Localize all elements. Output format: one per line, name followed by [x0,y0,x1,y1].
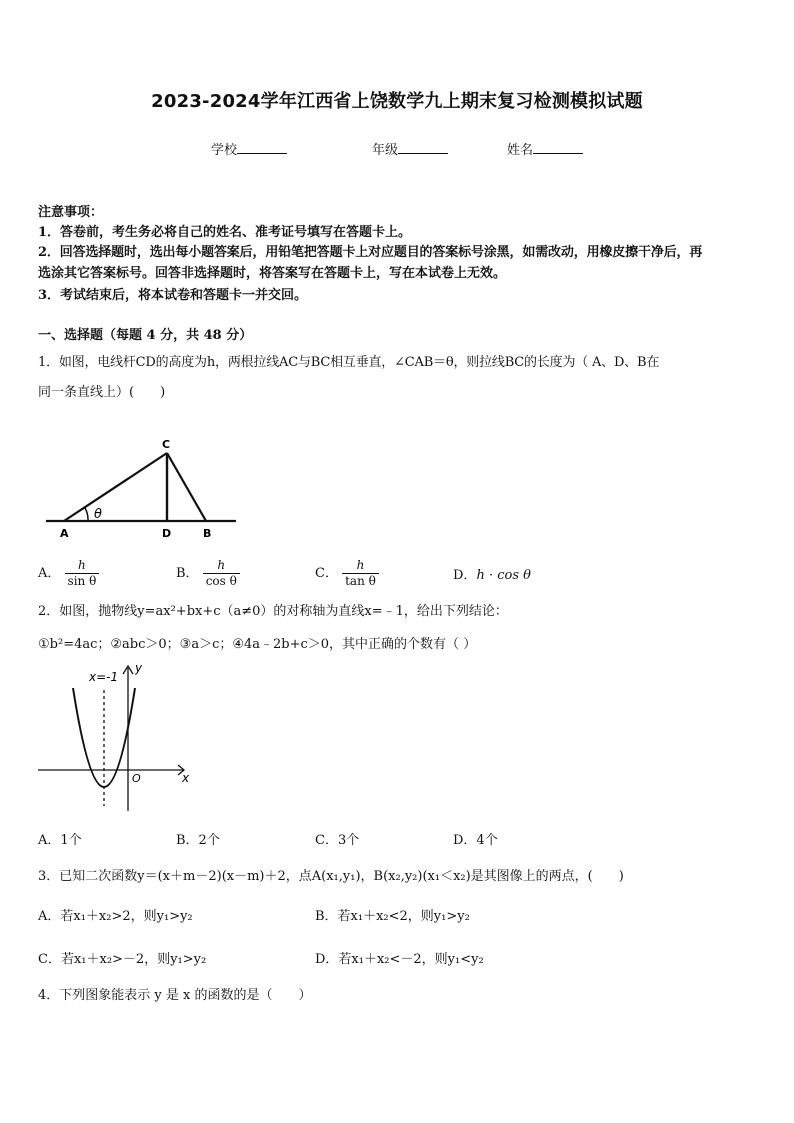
q3-option-a[interactable]: A．若x₁＋x₂>2，则y₁>y₂ [38,909,193,924]
q1-option-b-num: h [203,558,240,574]
q2-stem-line2: ①b²=4ac；②abc＞0；③a＞c；④4a﹣2b+c＞0，其中正确的个数有（ ） [38,637,477,652]
q1-option-d-text: h · cos θ [476,568,531,583]
grade-field[interactable] [372,141,448,160]
q2-figure [36,656,196,816]
grade-label: 年级 [372,143,399,158]
cable-ac [64,453,167,521]
label-y: y [135,661,143,675]
q2-option-b[interactable]: B．2个 [176,833,220,848]
label-c: C [162,438,171,451]
q1-stem-line2: 同一条直线上）( ) [38,385,166,400]
notice-heading: 注意事项： [38,205,104,220]
label-theta: θ [94,507,102,522]
cable-bc [167,453,206,521]
name-label: 姓名 [507,143,534,158]
q2-option-d[interactable]: D．4个 [453,833,498,848]
q1-option-b[interactable] [176,558,240,589]
school-blank[interactable] [237,141,287,154]
q3-option-c[interactable]: C．若x₁＋x₂>－2，则y₁>y₂ [38,952,207,967]
q1-option-a-num: h [65,558,100,574]
grade-blank[interactable] [398,141,448,154]
label-a: A [60,527,69,540]
section-heading: 一、选择题（每题 4 分，共 48 分） [38,328,253,343]
label-axis: x=-1 [89,670,119,684]
q1-option-c-letter: C． [315,566,338,581]
q1-option-c[interactable] [315,558,379,589]
name-field[interactable] [507,141,583,160]
q3-stem-line1: 3．已知二次函数y＝(x＋m－2)(x－m)＋2，点A(x₁,y₁)，B(x₂,y₂)(x₁＜x₂)是其图像上的两点，( ) [38,869,624,884]
q1-option-c-num: h [342,558,379,574]
q1-option-a-letter: A． [38,566,61,581]
page-title: 2023-2024学年江西省上饶数学九上期末复习检测模拟试题 [151,91,643,112]
q1-option-d[interactable] [453,567,531,585]
notice-item-3: 3．考试结束后，将本试卷和答题卡一并交回。 [38,288,308,303]
label-origin: O [132,772,141,785]
q4-stem-line1: 4．下列图象能表示 y 是 x 的函数的是（ ） [38,988,312,1003]
q1-option-d-letter: D． [453,568,477,583]
notice-item-2a: 2．回答选择题时，选出每小题答案后，用铅笔把答题卡上对应题目的答案标号涂黑，如需改动，用橡皮擦干净后，再 [38,245,703,260]
label-x: x [182,771,190,785]
q1-option-a-den: sin θ [67,574,97,588]
q1-figure [38,430,248,545]
q2-option-a[interactable]: A．1个 [38,833,82,848]
q1-stem-line1: 1．如图，电线杆CD的高度为h，两根拉线AC与BC相互垂直，∠CAB＝θ，则拉线BC的长度为（ A、D、B在 [38,355,660,370]
q3-option-b[interactable]: B．若x₁＋x₂<2，则y₁>y₂ [315,909,470,924]
q1-option-c-den: tan θ [345,574,376,588]
school-field[interactable] [211,141,287,160]
q1-option-b-den: cos θ [205,574,237,588]
school-label: 学校 [211,143,238,158]
name-blank[interactable] [533,141,583,154]
q2-stem-line1: 2．如图，抛物线y=ax²+bx+c（a≠0）的对称轴为直线x=﹣1，给出下列结论： [38,604,508,619]
label-d: D [162,527,172,540]
q1-option-a[interactable] [38,558,99,589]
q2-option-c[interactable]: C．3个 [315,833,360,848]
q1-option-b-letter: B． [176,566,199,581]
notice-item-2b: 选涂其它答案标号。回答非选择题时，将答案写在答题卡上，写在本试卷上无效。 [38,266,507,281]
label-b: B [203,527,212,540]
q3-option-d[interactable]: D．若x₁＋x₂<－2，则y₁<y₂ [315,952,484,967]
notice-item-1: 1．答卷前，考生务必将自己的姓名、准考证号填写在答题卡上。 [38,225,412,240]
angle-arc [85,508,88,521]
